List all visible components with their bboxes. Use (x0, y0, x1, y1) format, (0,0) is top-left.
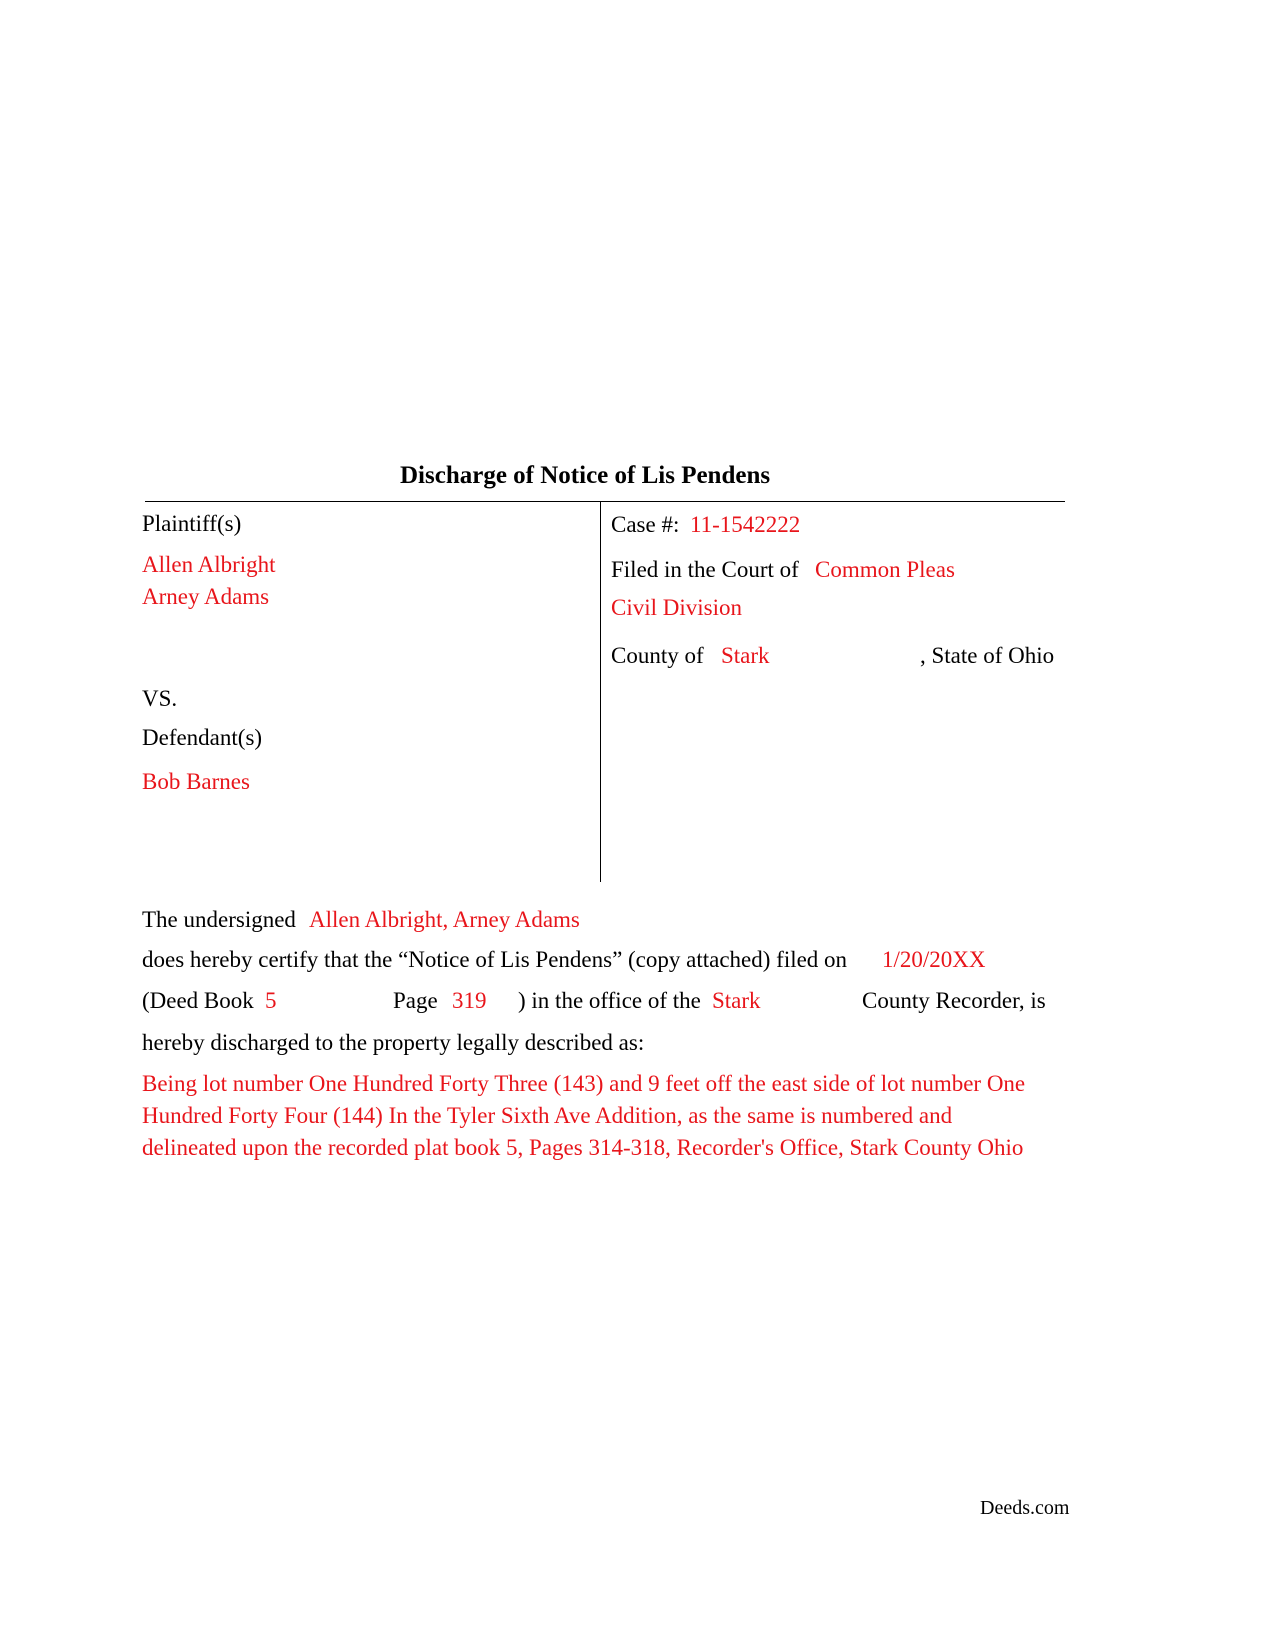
discharged-text: hereby discharged to the property legally described as: (142, 1030, 645, 1055)
title-rule (145, 501, 1065, 502)
deed-book-number: 5 (265, 988, 277, 1013)
case-number: 11-1542222 (690, 512, 801, 537)
certify-text: does hereby certify that the “Notice of Lis Pendens” (copy attached) filed on (142, 947, 848, 972)
court-division: Civil Division (611, 595, 742, 620)
vs-label: VS. (142, 686, 178, 711)
filed-date: 1/20/20XX (882, 947, 986, 972)
undersigned-label: The undersigned (142, 907, 296, 932)
office-text: ) in the office of the (518, 988, 701, 1013)
footer-brand: Deeds.com (980, 1497, 1070, 1519)
county-label: County of (611, 643, 704, 668)
defendant-name: Bob Barnes (142, 769, 250, 794)
county-name: Stark (721, 643, 770, 668)
page-label: Page (393, 988, 438, 1013)
document-title: Discharge of Notice of Lis Pendens (400, 462, 771, 489)
caption-divider (600, 502, 601, 882)
court-name: Common Pleas (815, 557, 955, 582)
plaintiffs-label: Plaintiff(s) (142, 511, 242, 536)
recorder-county: Stark (712, 988, 761, 1013)
legal-description-line: Being lot number One Hundred Forty Three (143) and 9 feet off the east side of lot number One (142, 1071, 1026, 1096)
plaintiff-name: Allen Albright (142, 552, 276, 577)
plaintiff-name: Arney Adams (142, 584, 270, 609)
legal-description-line: Hundred Forty Four (144) In the Tyler Sixth Ave Addition, as the same is numbered and (142, 1103, 953, 1128)
recorder-text: County Recorder, is (862, 988, 1046, 1013)
defendants-label: Defendant(s) (142, 725, 263, 750)
legal-description-line: delineated upon the recorded plat book 5, Pages 314-318, Recorder's Office, Stark County Ohio (142, 1135, 1024, 1160)
case-label: Case #: (611, 512, 680, 537)
state-text: , State of Ohio (920, 643, 1055, 668)
page-number: 319 (452, 988, 487, 1013)
deed-book-label: (Deed Book (142, 988, 254, 1013)
court-label: Filed in the Court of (611, 557, 799, 582)
undersigned-names: Allen Albright, Arney Adams (309, 907, 580, 932)
